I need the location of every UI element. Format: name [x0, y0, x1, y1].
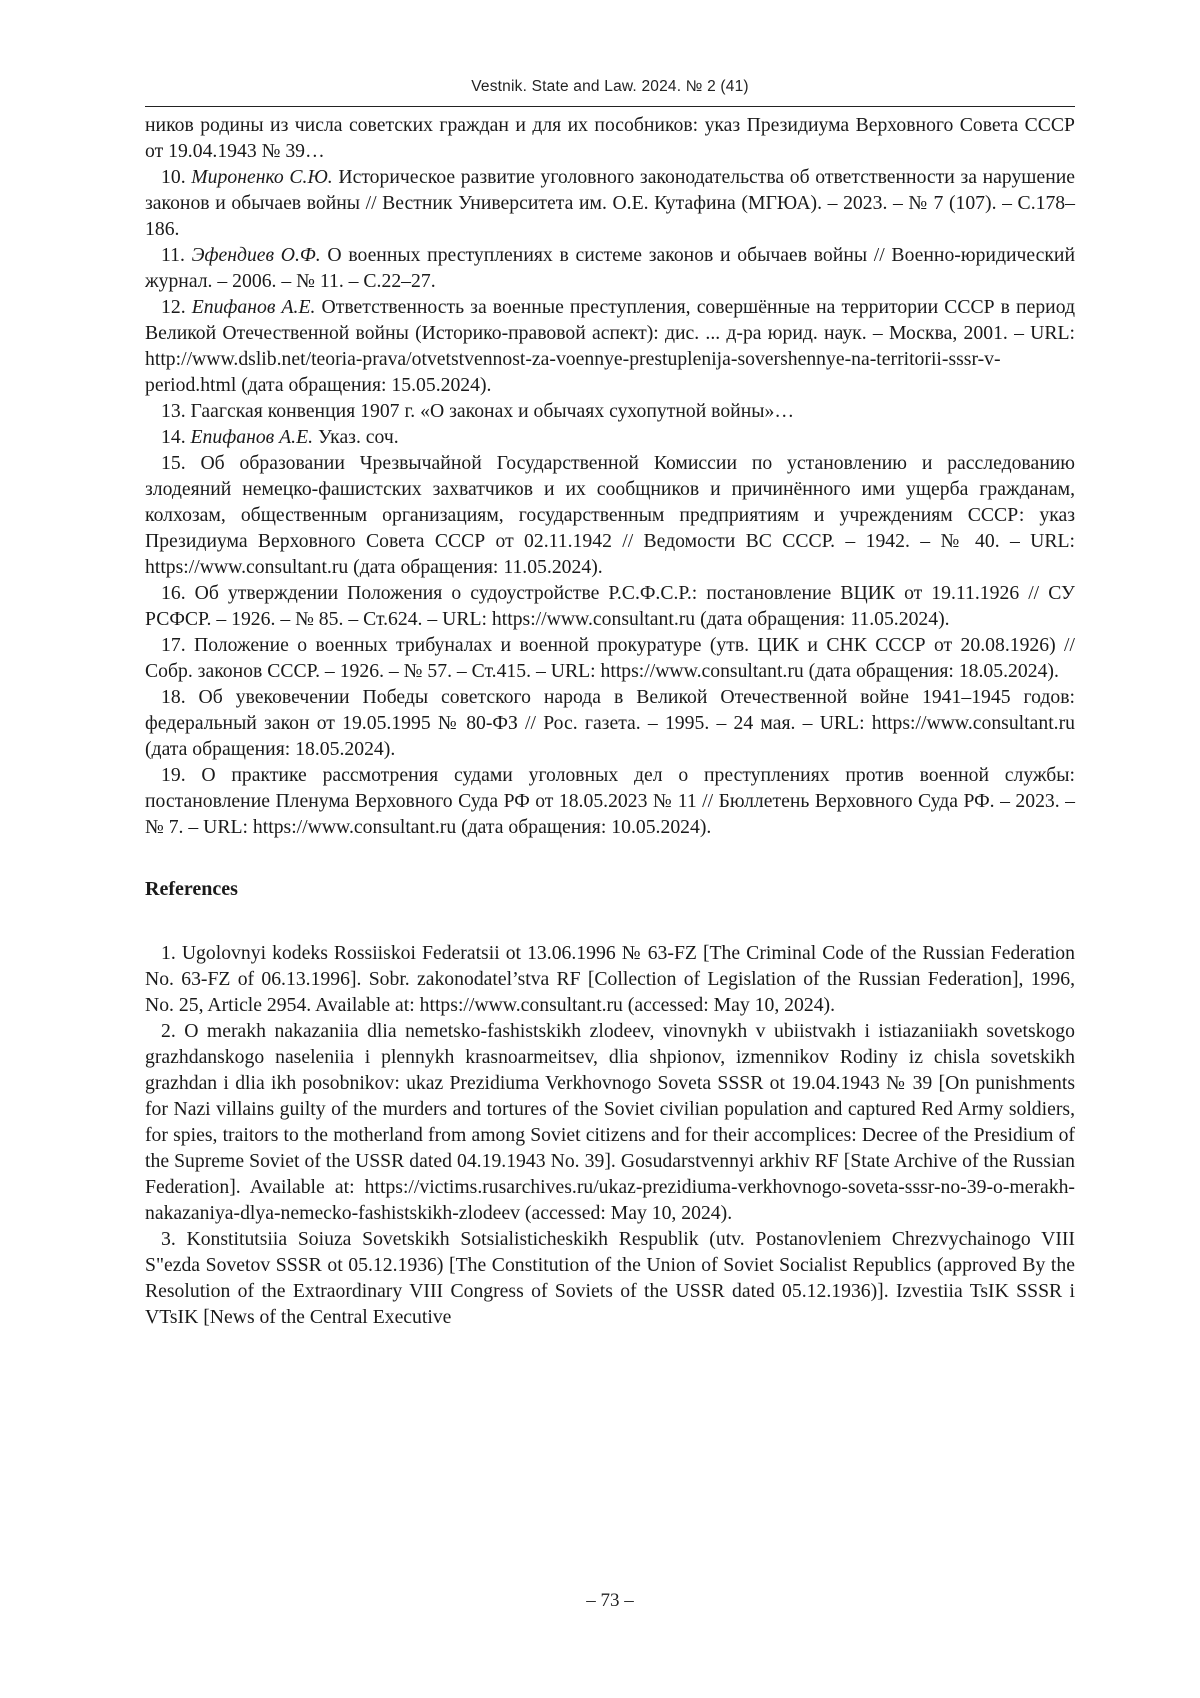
- en-ref-1: 1. Ugolovnyi kodeks Rossiiskoi Federatsii ot 13.06.1996 № 63-FZ [The Criminal Code of the Russian Federation No. 63-FZ of 06.13.1996]. Sobr. zakonodatel’stva RF [Collection of Legislation of the Russian Federation], 1996, No. 25, Article 2954. Available at: https://www.consultant.ru (accessed: May 10, 2024).: [145, 940, 1075, 1018]
- ru-ref-15: 15. Об образовании Чрезвычайной Государственной Комиссии по установлению и расследованию злодеяний немецко-фашистских захватчиков и их сообщников и причинённого ими ущерба гражданам, колхозам, общественным организациям, государственным предприятиям и учреждениям СССР: указ Президиума Верховного Совета СССР от 02.11.1942 // Ведомости ВС СССР. – 1942. – № 40. – URL: https://www.consultant.ru (дата обращения: 11.05.2024).: [145, 450, 1075, 580]
- ru-ref-17: 17. Положение о военных трибуналах и военной прокуратуре (утв. ЦИК и СНК СССР от 20.08.1926) // Собр. законов СССР. – 1926. – № 57. – Ст.415. – URL: https://www.consultant.ru (дата обращения: 18.05.2024).: [145, 632, 1075, 684]
- references-heading: References: [145, 876, 1075, 902]
- ru-ref-10: 10. Мироненко С.Ю. Историческое развитие уголовного законодательства об ответственности за нарушение законов и обычаев войны // Вестник Университета им. О.Е. Кутафина (МГЮА). – 2023. – № 7 (107). – С.178–186.: [145, 164, 1075, 242]
- ru-ref-11: 11. Эфендиев О.Ф. О военных преступлениях в системе законов и обычаев войны // Военно-юридический журнал. – 2006. – № 11. – С.22–27.: [145, 242, 1075, 294]
- header-rule: [145, 106, 1075, 107]
- ru-ref-18: 18. Об увековечении Победы советского народа в Великой Отечественной войне 1941–1945 годов: федеральный закон от 19.05.1995 № 80-ФЗ // Рос. газета. – 1995. – 24 мая. – URL: https://www.consultant.ru (дата обращения: 18.05.2024).: [145, 684, 1075, 762]
- ru-ref-13: 13. Гаагская конвенция 1907 г. «О законах и обычаях сухопутной войны»…: [145, 398, 1075, 424]
- ru-ref-16: 16. Об утверждении Положения о судоустройстве Р.С.Ф.С.Р.: постановление ВЦИК от 19.11.1926 // СУ РСФСР. – 1926. – № 85. – Ст.624. – URL: https://www.consultant.ru (дата обращения: 11.05.2024).: [145, 580, 1075, 632]
- page-number: – 73 –: [145, 1590, 1075, 1612]
- en-ref-2: 2. O merakh nakazaniia dlia nemetsko-fashistskikh zlodeev, vinovnykh v ubiistvakh i istiazaniiakh sovetskogo grazhdanskogo naseleniia i plennykh krasnoarmeitsev, dlia shpionov, izmennikov Rodiny iz chisla sovetskikh grazhdan i dlia ikh posobnikov: ukaz Prezidiuma Verkhovnogo Soveta SSSR ot 19.04.1943 № 39 [On punishments for Nazi villains guilty of the murders and tortures of the Soviet civilian population and captured Red Army soldiers, for spies, traitors to the motherland from among Soviet citizens and for their accomplices: Decree of the Presidium of the Supreme Soviet of the USSR dated 04.19.1943 No. 39]. Gosudarstvennyi arkhiv RF [State Archive of the Russian Federation]. Available at: https://victims.rusarchives.ru/ukaz-prezidiuma-verkhovnogo-soveta-sssr-no-39-o-merakh-nakazaniya-dlya-nemecko-fashistskikh-zlodeev (accessed: May 10, 2024).: [145, 1018, 1075, 1226]
- ru-ref-14: 14. Епифанов А.Е. Указ. соч.: [145, 424, 1075, 450]
- ru-reference-list: [145, 164, 1075, 840]
- running-header: Vestnik. State and Law. 2024. № 2 (41): [145, 78, 1075, 96]
- ref-continuation: ников родины из числа советских граждан и для их пособников: указ Президиума Верховного Совета СССР от 19.04.1943 № 39…: [145, 112, 1075, 164]
- ru-ref-12: 12. Епифанов А.Е. Ответственность за военные преступления, совершённые на территории СССР в период Великой Отечественной войны (Историко-правовой аспект): дис. ... д-ра юрид. наук. – Москва, 2001. – URL: http://www.dslib.net/teoria-prava/otvetstvennost-za-voennye-prestuplenija-sovershennye-na-territorii-sssr-v-period.html (дата обращения: 15.05.2024).: [145, 294, 1075, 398]
- en-reference-list: [145, 940, 1075, 1330]
- en-ref-3: 3. Konstitutsiia Soiuza Sovetskikh Sotsialisticheskikh Respublik (utv. Postanovleniem Chrezvychainogo VIII S"ezda Sovetov SSSR ot 05.12.1936) [The Constitution of the Union of Soviet Socialist Republics (approved By the Resolution of the Extraordinary VIII Congress of Soviets of the USSR dated 05.12.1936)]. Izvestiia TsIK SSSR i VTsIK [News of the Central Executive: [145, 1226, 1075, 1330]
- page-body: [145, 112, 1075, 1330]
- ru-ref-19: 19. О практике рассмотрения судами уголовных дел о преступлениях против военной службы: постановление Пленума Верховного Суда РФ от 18.05.2023 № 11 // Бюллетень Верховного Суда РФ. – 2023. – № 7. – URL: https://www.consultant.ru (дата обращения: 10.05.2024).: [145, 762, 1075, 840]
